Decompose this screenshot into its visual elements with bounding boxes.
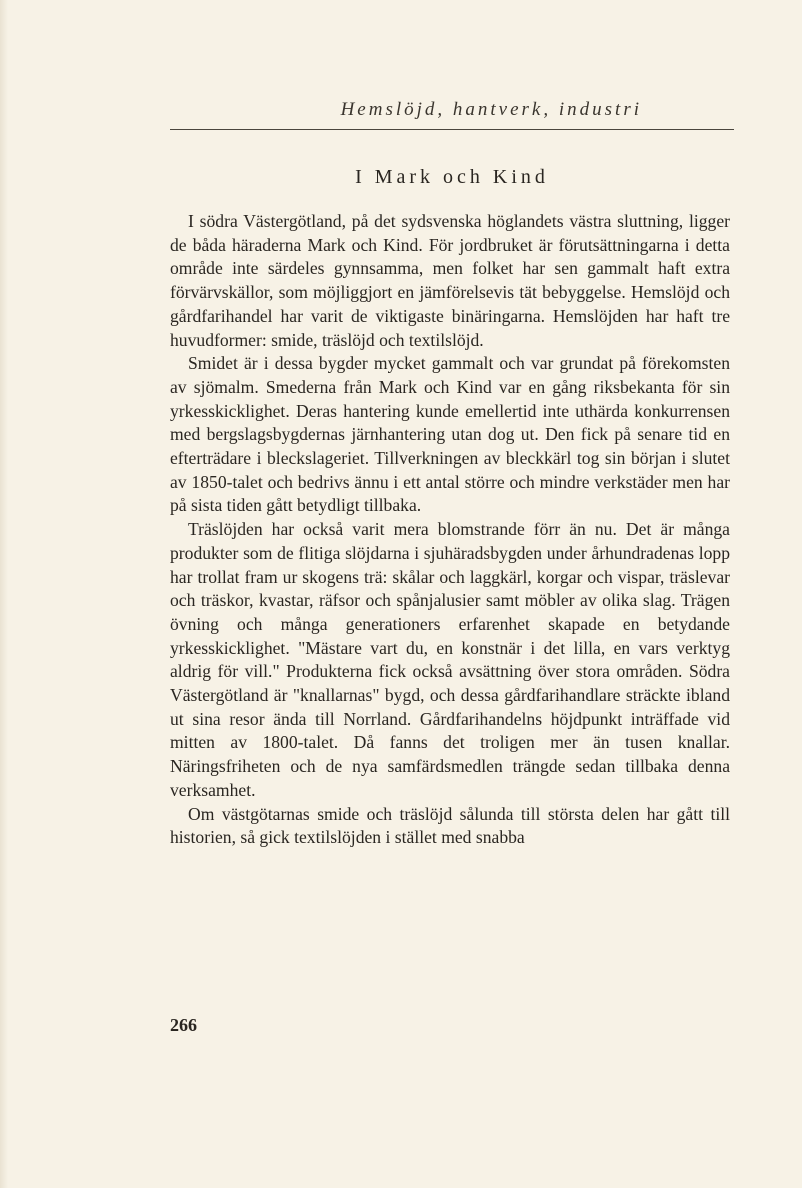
- paragraph-1: I södra Västergötland, på det sydsvenska höglandets västra sluttning, ligger de båda häraderna Mark och Kind. För jordbruket är förutsättningarna i detta område inte särdeles gynnsamma, men folket har sen gammalt haft extra förvärvskällor, som möjliggjort en jämförelsevis tät bebyggelse. Hemslöjd och gårdfarihandel har varit de viktigaste binäringarna. Hemslöjden har haft tre huvudformer: smide, träslöjd och textilslöjd.: [170, 211, 730, 350]
- paragraph-2: Smidet är i dessa bygder mycket gammalt och var grundat på förekomsten av sjömalm. Smederna från Mark och Kind var en gång riksbekanta för sin yrkesskicklighet. Deras hantering kunde emellertid inte uthärda konkurrensen med bergslagsbygdernas järnhantering utan dog ut. Den fick på senare tid en efterträdare i bleckslageriet. Tillverkningen av bleckkärl tog sin början i slutet av 1850-talet och bedrivs ännu i ett antal större och mindre verkstäder men har på sista tiden gått betydligt tillbaka.: [170, 353, 730, 516]
- page-edge: [0, 0, 8, 1188]
- paragraph-4: Om västgötarnas smide och träslöjd sålunda till största delen har gått till historien, så gick textilslöjden i stället med snabba: [170, 803, 730, 848]
- paragraph-3: Träslöjden har också varit mera blomstrande förr än nu. Det är många produkter som de flitiga slöjdarna i sjuhäradsbygden under århundradenas lopp har trollat fram ur skogens trä: skålar och laggkärl, korgar och vispar, träslevar och träskor, kvastar, räfsor och spånjalusier samt möbler av olika slag. Trägen övning och många generationers erfarenhet skapade en betydande yrkesskicklighet. "Mästare vart du, en konstnär i det lilla, en vars verktyg aldrig för vill." Produkterna fick också avsättning över stora områden. Södra Västergötland är "knallarnas" bygd, och dessa gårdfarihandlare sträckte ibland ut sina resor ända till Norrland. Gårdfarihandelns höjdpunkt inträffade vid mitten av 1800-talet. Då fanns det troligen mer än tusen knallar. Näringsfriheten och de nya samfärdsmedlen trängde sedan tillbaka denna verksamhet.: [170, 519, 730, 800]
- body-text: [170, 210, 730, 850]
- chapter-title: I Mark och Kind: [355, 166, 549, 188]
- page-number: 266: [170, 1015, 197, 1035]
- header-rule: [170, 129, 734, 130]
- running-head: Hemslöjd, hantverk, industri: [340, 99, 642, 120]
